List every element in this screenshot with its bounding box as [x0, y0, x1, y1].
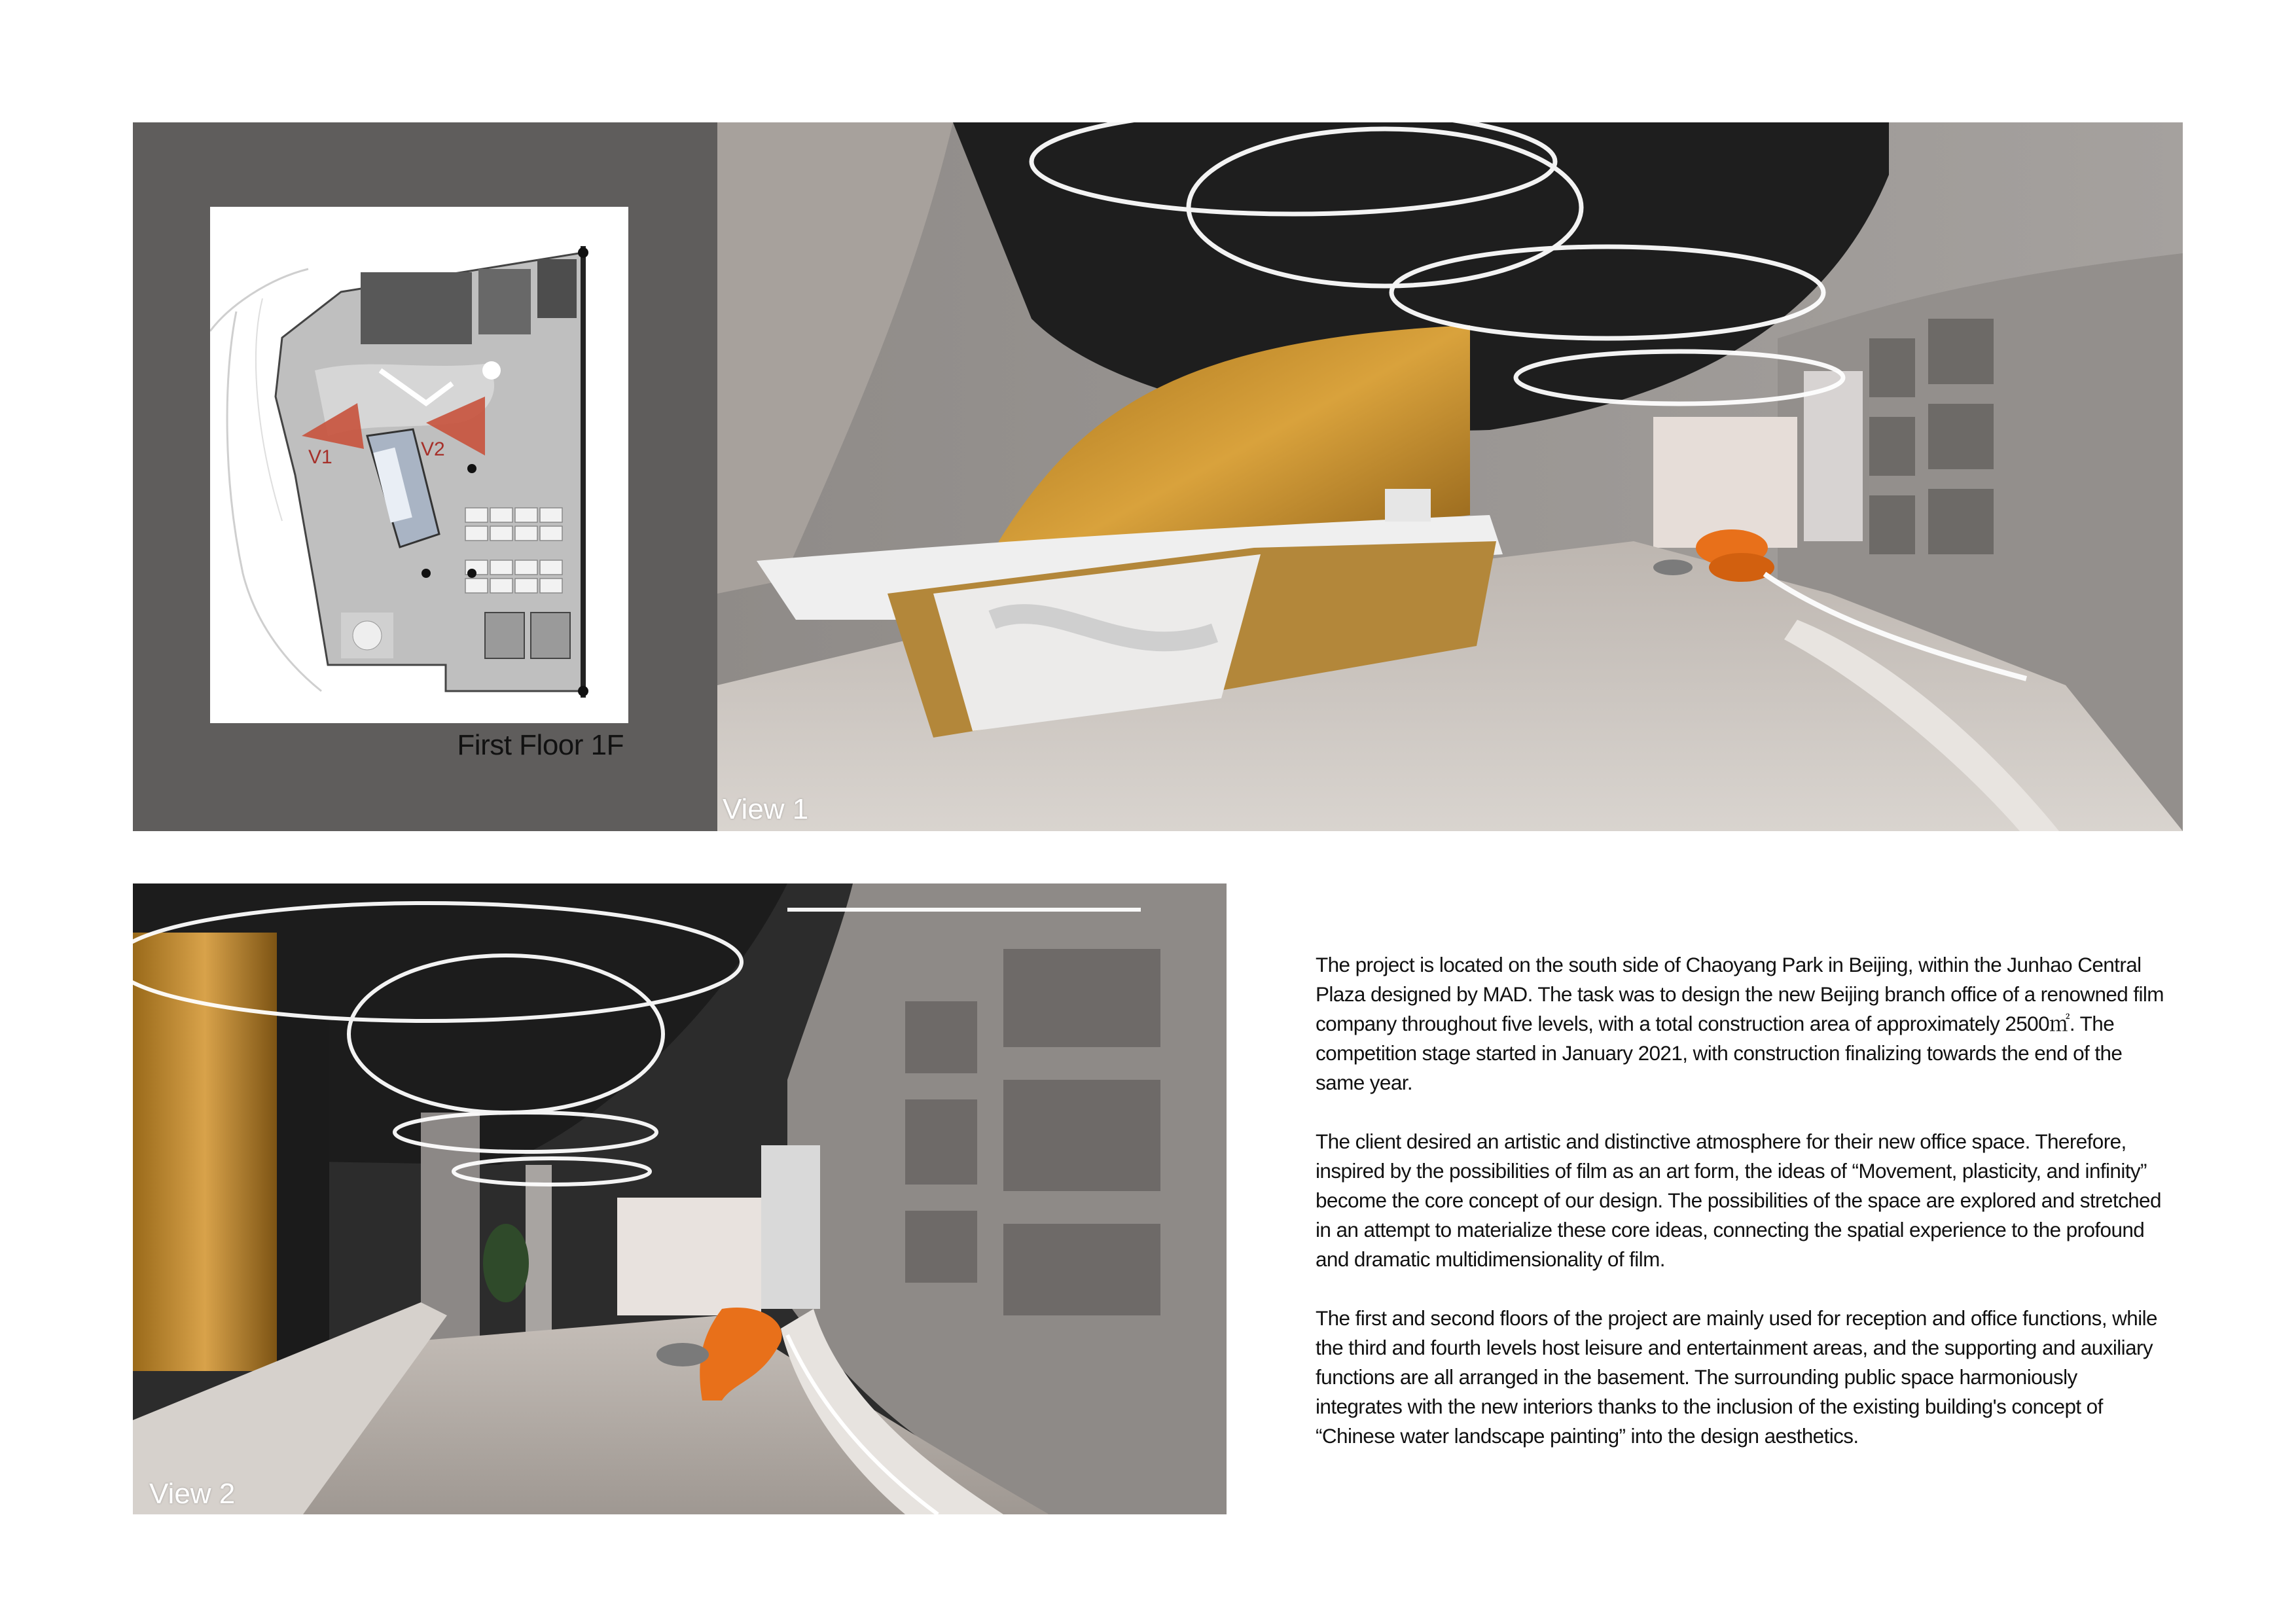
description-paragraph-1: The project is located on the south side of Chaoyang Park in Beijing, within the Junhao Central Plaza designed by MAD. The task was to design the new Beijing branch office of a renowned film company throughout five levels, with a total construction area of approximately 2500㎡. The competition stage started in January 2021, with construction finalizing towards the end of the same year. — [1316, 953, 2164, 1094]
view-marker-v2: V2 — [421, 438, 445, 460]
floor-plan-caption: First Floor 1F — [457, 729, 624, 761]
view-1-label: View 1 — [723, 793, 809, 825]
view-marker-v1: V1 — [308, 446, 332, 468]
description-paragraph-3: The first and second floors of the project are mainly used for reception and office functions, while the third and fourth levels host leisure and entertainment areas, and the supporting and auxiliary functions are all arranged in the basement. The surrounding public space harmoniously integrates with the new interiors thanks to the inclusion of the existing building's concept of “Chinese water landscape painting” into the design aesthetics. — [1316, 1306, 2157, 1448]
description-paragraph-2: The client desired an artistic and distinctive atmosphere for their new office space. Therefore, inspired by the possibilities of film as an art form, the ideas of “Movement, plasticity, and infinity” become the core concept of our design. The possibilities of the space are explored and stretched in an attempt to materialize these core ideas, connecting the spatial experience to the profound and dramatic multidimensionality of film. — [1316, 1130, 2161, 1271]
view-2-label: View 2 — [149, 1478, 236, 1510]
project-description — [1316, 950, 2166, 1480]
floor-plan-panel — [133, 122, 717, 831]
view-2-photo — [133, 883, 1227, 1514]
floor-plan-drawing — [210, 207, 628, 723]
view-1-photo — [717, 122, 2183, 831]
